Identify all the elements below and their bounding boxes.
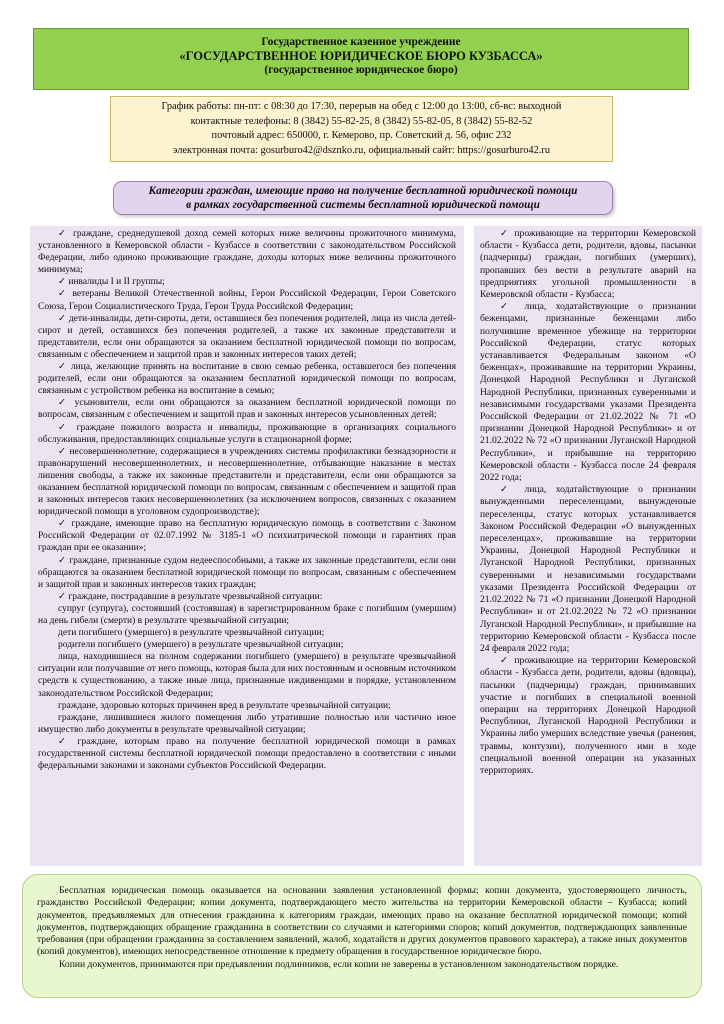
category-item: ✓ граждане, пострадавшие в результате чрезвычайной ситуации: <box>58 591 323 602</box>
categories-left-column <box>30 226 464 866</box>
category-item: ✓ граждане, среднедушевой доход семей которых ниже величины прожиточного минимума, установленного в Кемеровской области - Кузбассе в соответствии с законодательством Российской Федерации, либо одиноко проживающие граждане, доходы которых ниже величины прожиточного минимума; <box>38 229 456 276</box>
contact-phones: контактные телефоны: 8 (3842) 55-82-25, 8 (3842) 55-82-05, 8 (3842) 55-82-52 <box>190 115 533 127</box>
category-subitem: граждане, здоровью которых причинен вред в результате чрезвычайной ситуации; <box>58 700 391 711</box>
category-item: ✓ граждане пожилого возраста и инвалиды, проживающие в организациях социального обслуживания, предоставляющих социальные услуги в стационарной форме; <box>38 422 456 445</box>
category-subitem: супруг (супруга), состоявший (состоявшая) в зарегистрированном браке с погибшим (умершим) на день гибели (смерти) в результате чрезвычайной ситуации; <box>38 603 456 626</box>
category-item: ✓ лица, ходатайствующие о признании вынужденными переселенцами, вынужденные переселенцы, статус которых устанавливается Законом Российской Федерации «О вынужденных переселенцах», проживавшие на территории Украины, Донецкой Народной Республики и Луганской Народной Республики, признанных суверенными и независимыми государствами указами Президента Российской Федерации от 21.02.2022 № 71 «О признании Донецкой Народной Республики» и от 21.02.2022 № 72 «О признании Луганской Народной Республики», и прибывшие на территорию Кемеровской области - Кузбасса после 24 февраля 2022 года; <box>480 484 696 654</box>
section-title <box>113 181 613 215</box>
work-schedule: График работы: пн-пт: с 08:30 до 17:30, перерыв на обед с 12:00 до 13:00, сб-вс: выходной <box>161 101 562 112</box>
org-type: Государственное казенное учреждение <box>261 36 461 48</box>
category-item: ✓ граждане, имеющие право на бесплатную юридическую помощь в соответствии с Законом Российской Федерации от 02.07.1992 № 3185-1 «О психиатрической помощи и гарантиях прав граждан при ее оказании»; <box>38 519 456 554</box>
categories-right-column <box>474 226 702 866</box>
contact-info-box <box>110 96 613 162</box>
category-item: ✓ усыновители, если они обращаются за оказанием бесплатной юридической помощи по вопросам, связанным с обеспечением и защитой прав и законных интересов усыновленных детей; <box>38 398 456 421</box>
section-title-line-1: Категории граждан, имеющие право на получение бесплатной юридической помощи <box>148 185 578 197</box>
category-item: ✓ граждане, признанные судом недееспособными, а также их законные представители, если они обращаются за оказанием бесплатной юридической помощи по вопросам, связанным с обеспечением и защитой прав и законных интересов таких граждан; <box>38 555 456 590</box>
organization-header <box>33 28 689 90</box>
category-subitem: лица, находившиеся на полном содержании погибшего (умершего) в результате чрезвычайной ситуации или получавшие от него помощь, которая была для них постоянным и основным источником средств к существованию, а также иные лица, признанные иждивенцами в порядке, установленном законодательством Российской Федерации; <box>38 652 456 699</box>
category-item: ✓ дети-инвалиды, дети-сироты, дети, оставшиеся без попечения родителей, лица из числа детей-сирот и детей, оставшихся без попечения родителей, а также их законные представители и представители, если они обращаются за оказанием бесплатной юридической помощи по вопросам, связанным с обеспечением и защитой прав и законных интересов таких детей; <box>38 313 456 360</box>
category-item: ✓ лица, желающие принять на воспитание в свою семью ребенка, оставшегося без попечения родителей, если они обращаются за оказанием бесплатной юридической помощи по вопросам, связанным с устройством ребенка на воспитание в семью; <box>38 362 456 397</box>
documents-paragraph: Бесплатная юридическая помощь оказывается на основании заявления установленной формы; копии документа, удостоверяющего личность, гражданство Российской Федерации; копии документа, подтверждающего место жительства на территории Кемеровской области – Кузбасса; копий документов, предъявляемых для отнесения гражданина к категориям граждан, имеющих право на оказание бесплатной юридической помощи; копий документов, подтверждающих обращение гражданина в соответствии со случаями и категориями споров; копий документов, подтверждающих заявленные требования (при обращении гражданина за составлением заявлений, жалоб, ходатайств и других документов правового характера), а также иных документов (копий документов), имеющих непосредственное отношение к предмету обращения в государственное юридическое бюро. <box>37 885 687 958</box>
category-item: ✓ проживающие на территории Кемеровской области - Кузбасса дети, родители, вдовы (вдовцы), пасынки (падчерицы) граждан, принимавших участие и погибших в специальной военной операции на территориях Донецкой Народной Республики, Луганской Народной Республики и Украины либо умерших вследствие увечья (ранения, травмы, контузии), полученного ими в ходе специальной военной операции на указанных территориях. <box>480 655 696 776</box>
category-item: ✓ лица, ходатайствующие о признании беженцами, признанные беженцами либо получившие временное убежище на территории Российской Федерации, статус которых устанавливается Федеральным законом «О беженцах», проживавшие на территории Украины, Донецкой Народной Республики и Луганской Народной Республики, признанных суверенными и независимыми государствами указами Президента Российской Федерации от 21.02.2022 № 71 «О признании Донецкой Народной Республики» и от 21.02.2022 № 72 «О признании Луганской Народной Республики», и прибывшие на территорию Кемеровской области - Кузбасса после 24 февраля 2022 года; <box>480 301 696 484</box>
category-item: ✓ проживающие на территории Кемеровской области - Кузбасса дети, родители, вдовы, пасынки (падчерицы) граждан, погибших (умерших), пропавших без вести в результате аварий на предприятиях угольной промышленности в Кемеровской области - Кузбасса; <box>480 228 696 301</box>
org-name: «ГОСУДАРСТВЕННОЕ ЮРИДИЧЕСКОЕ БЮРО КУЗБАССА» <box>179 49 543 63</box>
category-item: ✓ граждане, которым право на получение бесплатной юридической помощи в рамках государственной системы бесплатной юридической помощи предоставлено в соответствии с иными федеральными законами и законами субъектов Российской Федерации. <box>38 736 456 772</box>
category-item: ✓ инвалиды I и II группы; <box>58 277 165 288</box>
documents-info-box <box>22 874 702 998</box>
copies-note: Копии документов, принимаются при предъявлении подлинников, если копии не заверены в установленном законодательством порядке. <box>59 958 619 970</box>
category-item: ✓ ветераны Великой Отечественной войны, Герои Российской Федерации, Герои Советского Союза, Герои Социалистического Труда, Герои Труда Российской Федерации; <box>38 289 456 312</box>
category-subitem: граждане, лишившиеся жилого помещения либо утратившие полностью или частично иное имущество либо документы в результате чрезвычайной ситуации; <box>38 712 456 735</box>
postal-address: почтовый адрес: 650000, г. Кемерово, пр. Советский д. 56, офис 232 <box>211 130 512 141</box>
section-title-line-2: в рамках государственной системы бесплатной юридической помощи <box>186 198 540 211</box>
category-subitem: дети погибшего (умершего) в результате чрезвычайной ситуации; <box>58 628 325 639</box>
category-subitem: родители погибшего (умершего) в результате чрезвычайной ситуации; <box>58 640 344 651</box>
category-item: ✓ несовершеннолетние, содержащиеся в учреждениях системы профилактики безнадзорности и правонарушений несовершеннолетних, и несовершеннолетние, отбывающие наказание в местах лишения свободы, а также их законные представители и представители, если они обращаются за оказанием бесплатной юридической помощи по вопросам, связанным с обеспечением и защитой прав и законных интересов таких несовершеннолетних (за исключением вопросов, связанных с оказанием юридической помощи в уголовном судопроизводстве); <box>38 446 456 518</box>
email-and-website: электронная почта: gosurburo42@dsznko.ru, официальный сайт: https://gosurburo42.ru <box>172 144 551 156</box>
org-short-name: (государственное юридическое бюро) <box>264 64 458 76</box>
